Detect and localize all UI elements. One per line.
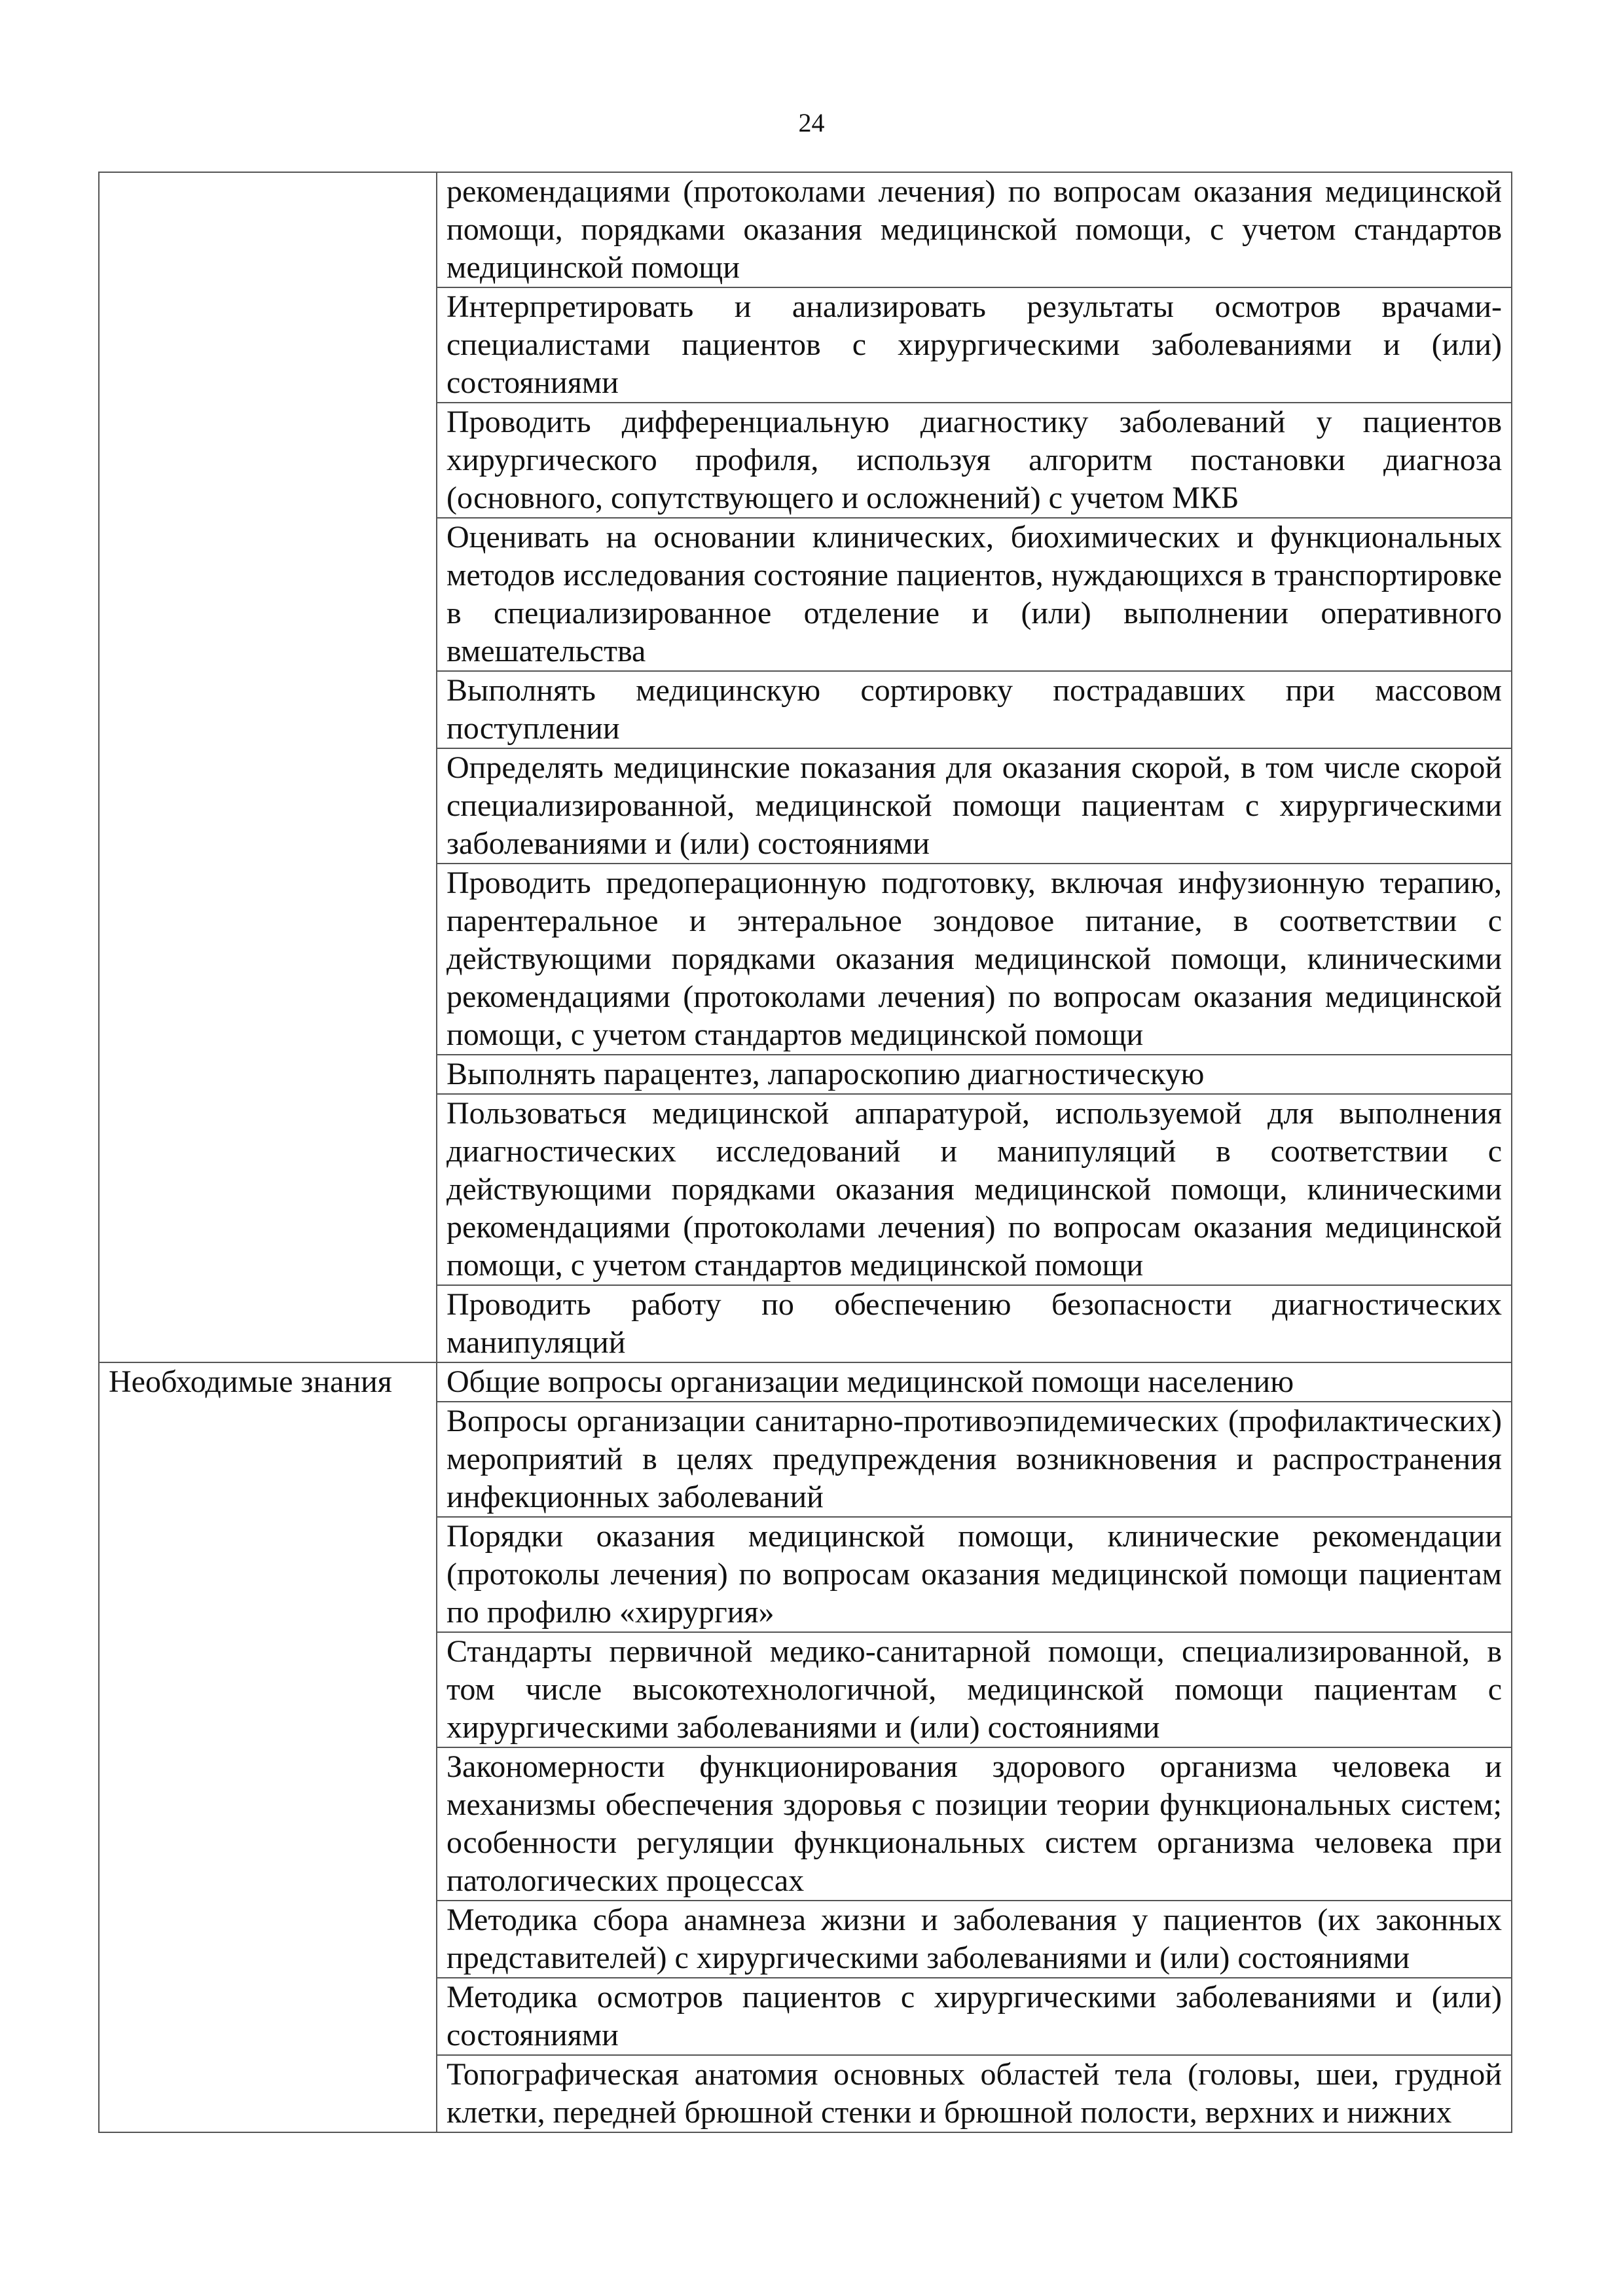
table-cell: Закономерности функционирования здорового организма человека и механизмы обеспечения здоровья с позиции теории функциональных систем; особенности регуляции функциональных систем организма человека при патологических процессах xyxy=(437,1747,1512,1901)
table-cell: Проводить работу по обеспечению безопасности диагностических манипуляций xyxy=(437,1285,1512,1362)
requirements-table xyxy=(98,172,1512,2133)
table-cell: Оценивать на основании клинических, биохимических и функциональных методов исследования состояние пациентов, нуждающихся в транспортировке в специализированное отделение и (или) выполнении оперативного вмешательства xyxy=(437,518,1512,671)
table-cell: рекомендациями (протоколами лечения) по вопросам оказания медицинской помощи, порядками оказания медицинской помощи, с учетом стандартов медицинской помощи xyxy=(437,172,1512,287)
page-number: 24 xyxy=(798,108,825,137)
table-row xyxy=(99,1362,1512,1402)
table-cell: Определять медицинские показания для оказания скорой, в том числе скорой специализированной, медицинской помощи пациентам с хирургическими заболеваниями и (или) состояниями xyxy=(437,748,1512,864)
section-label-cell xyxy=(99,1362,437,2132)
table-cell: Выполнять парацентез, лапароскопию диагностическую xyxy=(437,1055,1512,1094)
table-cell: Топографическая анатомия основных областей тела (головы, шеи, грудной клетки, передней брюшной стенки и брюшной полости, верхних и нижних xyxy=(437,2055,1512,2132)
table-row xyxy=(99,172,1512,287)
section-label-knowledge: Необходимые знания xyxy=(109,1364,392,1399)
table-cell: Выполнять медицинскую сортировку пострадавших при массовом поступлении xyxy=(437,671,1512,748)
table-cell: Порядки оказания медицинской помощи, клинические рекомендации (протоколы лечения) по вопросам оказания медицинской помощи пациентам по профилю «хирургия» xyxy=(437,1517,1512,1632)
table-cell: Проводить дифференциальную диагностику заболеваний у пациентов хирургического профиля, используя алгоритм постановки диагноза (основного, сопутствующего и осложнений) с учетом МКБ xyxy=(437,403,1512,518)
table-cell: Методика осмотров пациентов с хирургическими заболеваниями и (или) состояниями xyxy=(437,1978,1512,2055)
table-cell: Проводить предоперационную подготовку, включая инфузионную терапию, парентеральное и энтеральное зондовое питание, в соответствии с действующими порядками оказания медицинской помощи, клиническими рекомендациями (протоколами лечения) по вопросам оказания медицинской помощи, с учетом стандартов медицинской помощи xyxy=(437,864,1512,1055)
table-cell: Стандарты первичной медико-санитарной помощи, специализированной, в том числе высокотехнологичной, медицинской помощи пациентам с хирургическими заболеваниями и (или) состояниями xyxy=(437,1632,1512,1747)
table-cell: Методика сбора анамнеза жизни и заболевания у пациентов (их законных представителей) с хирургическими заболеваниями и (или) состояниями xyxy=(437,1901,1512,1978)
table-cell: Интерпретировать и анализировать результаты осмотров врачами-специалистами пациентов с хирургическими заболеваниями и (или) состояниями xyxy=(437,287,1512,403)
section-label-cell xyxy=(99,172,437,1362)
table-cell: Вопросы организации санитарно-противоэпидемических (профилактических) мероприятий в целях предупреждения возникновения и распространения инфекционных заболеваний xyxy=(437,1402,1512,1517)
table-cell: Общие вопросы организации медицинской помощи населению xyxy=(437,1362,1512,1402)
table-cell: Пользоваться медицинской аппаратурой, используемой для выполнения диагностических исследований и манипуляций в соответствии с действующими порядками оказания медицинской помощи, клиническими рекомендациями (протоколами лечения) по вопросам оказания медицинской помощи, с учетом стандартов медицинской помощи xyxy=(437,1094,1512,1285)
